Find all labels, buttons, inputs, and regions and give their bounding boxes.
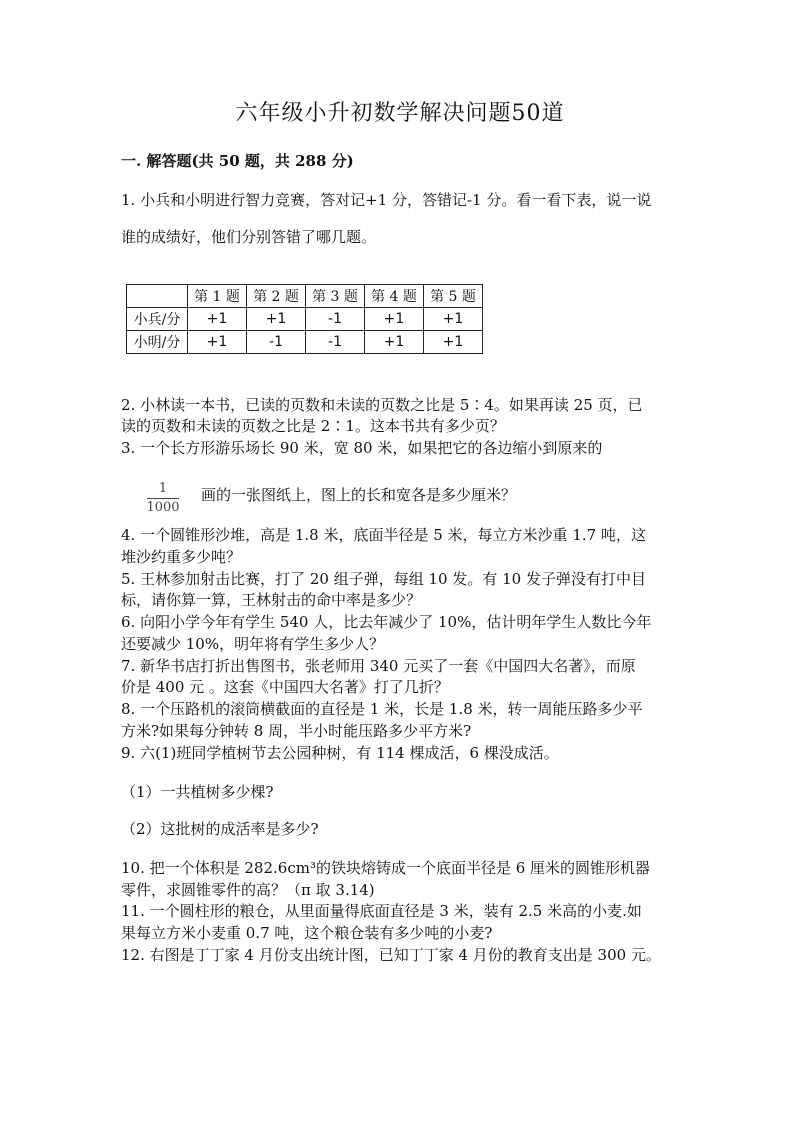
table-row-label: 小兵/分 <box>127 308 188 331</box>
table-header-row <box>127 285 483 308</box>
table-row-label: 小明/分 <box>127 331 188 354</box>
question-2-line-1: 2. 小林读一本书，已读的页数和未读的页数之比是 5∶4。如果再读 25 页，已 <box>121 396 643 414</box>
question-7-line-2: 价是 400 元 。这套《中国四大名著》打了几折？ <box>121 678 449 696</box>
section-heading: 一. 解答题(共 50 题，共 288 分) <box>121 152 354 170</box>
table-cell: +1 <box>188 331 247 354</box>
page-title: 六年级小升初数学解决问题50道 <box>235 101 565 126</box>
question-11-line-1: 11. 一个圆柱形的粮仓，从里面量得底面直径是 3 米，装有 2.5 米高的小麦.如 <box>121 902 642 920</box>
question-4-line-2: 堆沙约重多少吨？ <box>121 548 242 566</box>
table-header-cell: 第 4 题 <box>365 285 424 308</box>
question-2-line-2: 读的页数和未读的页数之比是 2∶1。这本书共有多少页？ <box>121 417 505 435</box>
table-cell: +1 <box>424 308 483 331</box>
table-header-cell: 第 5 题 <box>424 285 483 308</box>
question-3-line-2: 画的一张图纸上，图上的长和宽各是多少厘米？ <box>201 486 517 504</box>
question-8-line-1: 8. 一个压路机的滚筒横截面的直径是 1 米，长是 1.8 米，转一周能压路多少平 <box>121 700 643 718</box>
question-8-line-2: 方米?如果每分钟转 8 周，半小时能压路多少平方米? <box>121 722 472 740</box>
table-header-cell: 第 1 题 <box>188 285 247 308</box>
score-table <box>126 284 483 354</box>
fraction-bar <box>147 498 179 499</box>
question-10-line-1: 10. 把一个体积是 282.6cm³的铁块熔铸成一个底面半径是 6 厘米的圆锥形机器 <box>121 859 651 877</box>
question-4-line-1: 4. 一个圆锥形沙堆，高是 1.8 米，底面半径是 5 米，每立方米沙重 1.7 吨，这 <box>121 526 646 544</box>
table-header-cell <box>127 285 188 308</box>
question-9-sub-2: （2）这批树的成活率是多少? <box>121 820 319 838</box>
question-10-line-2: 零件，求圆锥零件的高？（π 取 3.14) <box>121 881 375 899</box>
table-cell: +1 <box>365 331 424 354</box>
fraction <box>145 481 181 516</box>
table-header-cell: 第 2 题 <box>247 285 306 308</box>
question-5-line-2: 标，请你算一算，王林射击的命中率是多少？ <box>121 591 422 609</box>
question-12-line-1: 12. 右图是丁丁家 4 月份支出统计图，已知丁丁家 4 月份的教育支出是 300 元。 <box>121 946 661 964</box>
question-11-line-2: 果每立方米小麦重 0.7 吨，这个粮仓装有多少吨的小麦? <box>121 924 493 942</box>
question-5-line-1: 5. 王林参加射击比赛，打了 20 组子弹，每组 10 发。有 10 发子弹没有打中目 <box>121 570 646 588</box>
table-cell: +1 <box>424 331 483 354</box>
question-9-line-1: 9. 六(1)班同学植树节去公园种树，有 114 棵成活，6 棵没成活。 <box>121 744 559 762</box>
question-1-line-2: 谁的成绩好，他们分别答错了哪几题。 <box>121 228 377 246</box>
table-cell: +1 <box>188 308 247 331</box>
question-9-sub-1: （1）一共植树多少棵? <box>121 783 274 801</box>
question-7-line-1: 7. 新华书店打折出售图书，张老师用 340 元买了一套《中国四大名著》，而原 <box>121 657 636 675</box>
question-6-line-1: 6. 向阳小学今年有学生 540 人，比去年减少了 10%，估计明年学生人数比今年 <box>121 613 652 631</box>
fraction-denominator: 1000 <box>146 500 180 515</box>
table-cell: -1 <box>247 331 306 354</box>
question-3-line-1: 3. 一个长方形游乐场长 90 米，宽 80 米，如果把它的各边缩小到原来的 <box>121 439 603 457</box>
table-cell: -1 <box>306 308 365 331</box>
table-row <box>127 331 483 354</box>
table-cell: +1 <box>247 308 306 331</box>
table-cell: -1 <box>306 331 365 354</box>
fraction-numerator: 1 <box>158 481 168 496</box>
question-6-line-2: 还要减少 10%，明年将有学生多少人？ <box>121 635 385 653</box>
question-1-line-1: 1. 小兵和小明进行智力竞赛，答对记+1 分，答错记-1 分。看一看下表，说一说 <box>121 191 652 209</box>
table-row <box>127 308 483 331</box>
table-cell: +1 <box>365 308 424 331</box>
table-header-cell: 第 3 题 <box>306 285 365 308</box>
